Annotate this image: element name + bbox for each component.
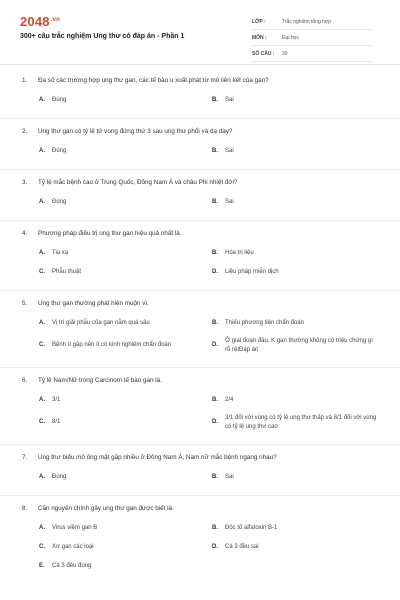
answer-options: [0, 472, 400, 491]
question-8: [0, 504, 400, 580]
question-number: 5.: [22, 300, 28, 307]
header-divider: [0, 64, 400, 65]
option-letter: D.: [212, 342, 218, 349]
question-7: [0, 453, 400, 491]
question-text: Đa số các trường hợp ung thư gan, các tế bào u xuất phát từ mô liên kết của gan?: [38, 77, 269, 84]
question-separator: [0, 495, 400, 496]
answer-options: [0, 197, 400, 216]
answer-option[interactable]: [212, 318, 385, 328]
question-stem: [0, 299, 400, 309]
option-text: Xơ gan các loại: [52, 543, 94, 550]
question-text: Tỷ lệ Nam/Nữ trong Carcinom tế bào gan là.: [38, 377, 162, 384]
answer-option[interactable]: [39, 542, 212, 552]
option-letter: B.: [212, 524, 218, 531]
answer-option[interactable]: [39, 561, 212, 571]
answer-option[interactable]: [212, 197, 385, 207]
question-5: [0, 299, 400, 363]
question-stem: [0, 504, 400, 514]
option-text: Sai: [225, 147, 234, 154]
option-letter: A.: [39, 249, 45, 256]
option-text: 3/1 đối với vùng có tỷ lệ ung thư thấp và 8/1 đối với vùng có tỷ lệ ung thư cao: [225, 415, 377, 430]
answer-option[interactable]: [39, 95, 212, 105]
question-separator: [0, 220, 400, 221]
option-text: 8/1: [52, 419, 61, 426]
option-text: Cả 3 đều sai: [225, 543, 259, 550]
option-text: Đúng: [52, 96, 67, 103]
header: [0, 0, 400, 64]
answer-option[interactable]: [212, 523, 385, 533]
option-text: Sai: [225, 96, 234, 103]
question-stem: [0, 178, 400, 188]
option-letter: D.: [212, 419, 218, 426]
question-stem: [0, 229, 400, 239]
question-text: Căn nguyên chính gây ung thư gan được biết là.: [38, 505, 174, 512]
question-2: [0, 127, 400, 165]
option-text: Liệu pháp miễn dịch: [225, 268, 279, 275]
answer-option[interactable]: [39, 248, 212, 258]
answer-option[interactable]: [39, 267, 212, 277]
option-letter: A.: [39, 473, 45, 480]
option-text: Đúng: [52, 147, 67, 154]
question-separator: [0, 118, 400, 119]
option-letter: A.: [39, 319, 45, 326]
question-number: 3.: [22, 179, 28, 186]
question-number: 2.: [22, 128, 28, 135]
question-3: [0, 178, 400, 216]
option-letter: B.: [212, 319, 218, 326]
question-text: Ung thư gan thường phát hiện muộn vì.: [38, 300, 149, 307]
meta-label: LỚP :: [252, 19, 266, 25]
answer-options: [0, 95, 400, 114]
answer-option[interactable]: [212, 267, 385, 277]
question-6: [0, 376, 400, 440]
question-separator: [0, 290, 400, 291]
option-letter: B.: [212, 198, 218, 205]
option-letter: B.: [212, 249, 218, 256]
question-4: [0, 229, 400, 286]
option-letter: C.: [39, 342, 45, 349]
meta-value: 30: [282, 51, 288, 57]
option-text: Ở giai đoạn đầu, K gan thường không có triệu chứng gì rõ rệtĐáp án: [225, 338, 373, 353]
option-text: Độc tố alfatoxin B-1: [225, 524, 278, 531]
meta-row-subject: [252, 31, 372, 46]
answer-option[interactable]: [39, 523, 212, 533]
question-number: 6.: [22, 377, 28, 384]
option-letter: D.: [212, 268, 218, 275]
option-text: Phẫu thuật: [52, 268, 82, 275]
question-1: [0, 76, 400, 114]
option-text: Đúng: [52, 198, 67, 205]
answer-option[interactable]: [212, 146, 385, 156]
option-letter: B.: [212, 147, 218, 154]
option-text: Virus viêm gan B: [52, 524, 98, 531]
question-stem: [0, 453, 400, 463]
option-letter: C.: [39, 268, 45, 275]
answer-option[interactable]: [212, 337, 385, 354]
question-separator: [0, 444, 400, 445]
meta-info: [252, 15, 372, 63]
answer-option[interactable]: [39, 337, 212, 354]
option-letter: A.: [39, 524, 45, 531]
option-text: Thiếu phương tiện chẩn đoán: [225, 319, 305, 326]
answer-option[interactable]: [39, 395, 212, 405]
question-text: Tỷ lệ mắc bệnh cao ở Trung Quốc, Đông Nam Á và châu Phi nhiệt đới?: [38, 179, 238, 186]
answer-option[interactable]: [39, 318, 212, 328]
option-letter: B.: [212, 473, 218, 480]
answer-option[interactable]: [39, 472, 212, 482]
option-text: Bệnh ít gặp nên ít có kinh nghiệm chẩn đoán: [52, 342, 172, 349]
meta-label: SỐ CÂU :: [252, 51, 275, 57]
option-letter: C.: [39, 419, 45, 426]
meta-label: MÔN :: [252, 35, 267, 41]
question-list: [0, 76, 400, 584]
answer-option[interactable]: [212, 542, 385, 552]
option-letter: A.: [39, 396, 45, 403]
meta-value: Trắc nghiệm tổng hợp: [282, 19, 331, 25]
logo-suffix: .vn: [50, 16, 61, 23]
answer-options: [0, 395, 400, 440]
option-letter: D.: [212, 543, 218, 550]
option-letter: C.: [39, 543, 45, 550]
answer-option[interactable]: [39, 197, 212, 207]
logo-text: 2048: [20, 14, 50, 29]
answer-option[interactable]: [212, 395, 385, 405]
question-separator: [0, 367, 400, 368]
option-text: Cả 3 đều đúng: [52, 562, 92, 569]
question-number: 4.: [22, 230, 28, 237]
option-letter: A.: [39, 96, 45, 103]
option-letter: E.: [39, 562, 45, 569]
answer-option[interactable]: [212, 472, 385, 482]
option-text: Đúng: [52, 473, 67, 480]
meta-row-class: [252, 15, 372, 30]
meta-row-count: [252, 47, 372, 62]
answer-option[interactable]: [39, 146, 212, 156]
option-letter: B.: [212, 396, 218, 403]
answer-options: [0, 318, 400, 363]
answer-option[interactable]: [39, 414, 212, 431]
answer-options: [0, 248, 400, 286]
document-title: 300+ câu trắc nghiệm Ung thư có đáp án - Phần 1: [20, 33, 185, 40]
question-stem: [0, 76, 400, 86]
option-letter: A.: [39, 198, 45, 205]
question-stem: [0, 376, 400, 386]
option-letter: B.: [212, 96, 218, 103]
option-text: 2/4: [225, 396, 234, 403]
option-letter: A.: [39, 147, 45, 154]
option-text: Tia xạ: [52, 249, 69, 256]
option-text: 3/1: [52, 396, 61, 403]
question-text: Phương pháp điều trị ung thư gan hiệu quả nhất là.: [38, 230, 182, 237]
question-text: Ung thư gan có tỷ lệ tử vong đứng thứ 3 sau ung thư phổi và dạ dày?: [38, 128, 233, 135]
question-number: 1.: [22, 77, 28, 84]
answer-options: [0, 523, 400, 580]
answer-option[interactable]: [212, 95, 385, 105]
question-text: Ung thư biểu mô ống mật gặp nhiều ở Đông Nam Á, Nam nữ mắc bệnh ngang nhau?: [38, 454, 277, 461]
site-logo[interactable]: [20, 14, 60, 29]
option-text: Sai: [225, 473, 234, 480]
question-number: 8.: [22, 505, 28, 512]
question-number: 7.: [22, 454, 28, 461]
meta-value: Đại học: [282, 35, 299, 41]
answer-option[interactable]: [212, 414, 385, 431]
option-text: Sai: [225, 198, 234, 205]
option-text: Vị trí giải phẫu của gan nằm quá sâu: [52, 319, 150, 326]
answer-options: [0, 146, 400, 165]
option-text: Hóa trị liệu: [225, 249, 254, 256]
question-separator: [0, 169, 400, 170]
answer-option[interactable]: [212, 248, 385, 258]
question-stem: [0, 127, 400, 137]
